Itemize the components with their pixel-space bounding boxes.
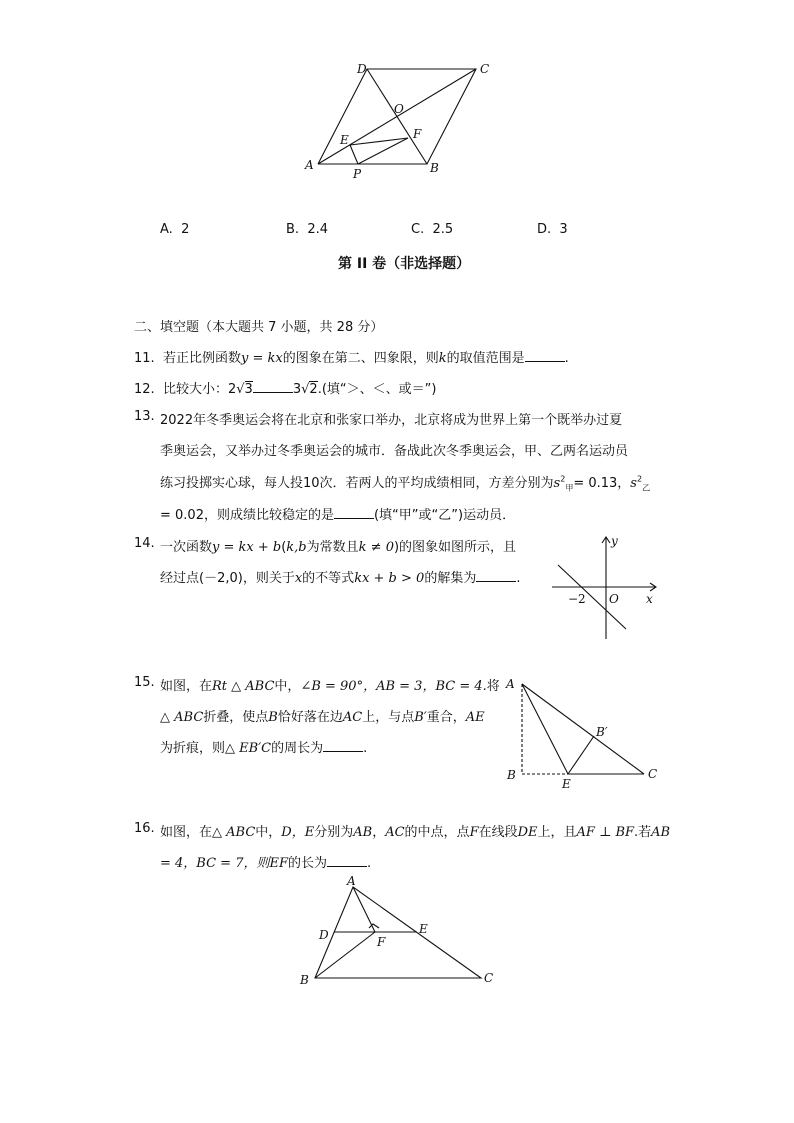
label-B-prime: B′	[596, 725, 608, 739]
answer-blank[interactable]	[476, 569, 516, 582]
label-E: E	[419, 922, 428, 936]
label-A: A	[305, 158, 314, 172]
fold-triangle-figure	[500, 670, 670, 792]
answer-blank[interactable]	[327, 854, 367, 867]
question-16-line2: = 4，BC = 7，则EF的长为 .	[160, 856, 372, 871]
question-13-line4: = 0.02，则成绩比较稳定的是 (填“甲”或“乙”)运动员．	[160, 508, 516, 523]
choice-c[interactable]: C. 2.5	[411, 222, 454, 237]
label-P: P	[353, 167, 362, 181]
axis-x-label: x	[646, 592, 653, 606]
question-15-line2: △ ABC折叠，使点B恰好落在边AC上，与点B′重合，AE	[160, 710, 485, 725]
answer-blank[interactable]	[323, 739, 363, 752]
question-14-line2: 经过点(－2,0)，则关于x的不等式kx + b > 0的解集为 .	[160, 571, 521, 586]
label-B: B	[430, 161, 439, 175]
midpoint-triangle-figure	[295, 875, 505, 990]
label-C: C	[480, 62, 490, 76]
volume-title: 第 II 卷（非选择题）	[338, 256, 471, 272]
axis-y-label: y	[611, 534, 618, 548]
question-16-num: 16.	[134, 821, 155, 836]
answer-blank[interactable]	[525, 349, 565, 362]
choice-a[interactable]: A. 2	[160, 222, 190, 237]
choice-b[interactable]: B. 2.4	[286, 222, 329, 237]
answer-blank[interactable]	[253, 380, 293, 393]
question-15-num: 15.	[134, 675, 155, 690]
label-F: F	[413, 127, 422, 141]
choice-d[interactable]: D. 3	[537, 222, 568, 237]
label-A: A	[506, 677, 515, 691]
question-12: 12. 比较大小：2√3 3√2.(填“＞、＜、或＝”)	[134, 382, 437, 397]
label-E: E	[562, 777, 571, 791]
origin-label: O	[609, 592, 619, 606]
section-title: 二、填空题（本大题共 7 小题，共 28 分）	[134, 320, 384, 335]
question-15-line1: 如图，在Rt △ ABC中，∠B = 90°，AB = 3，BC = 4.将	[160, 679, 500, 694]
label-B: B	[507, 768, 516, 782]
label-O: O	[394, 102, 404, 116]
question-13-line1: 2022年冬季奥运会将在北京和张家口举办，北京将成为世界上第一个既举办过夏	[160, 413, 623, 428]
label-C: C	[648, 767, 658, 781]
x-intercept-label: −2	[568, 592, 586, 606]
label-D: D	[357, 62, 367, 76]
label-C: C	[484, 971, 494, 985]
label-F: F	[377, 935, 386, 949]
sqrt-symbol: √	[301, 382, 310, 397]
question-16-line1: 如图，在△ ABC中，D，E分别为AB，AC的中点，点F在线段DE上，且AF ⊥ BF.若AB	[160, 825, 671, 840]
question-14-line1: 一次函数y = kx + b(k,b为常数且k ≠ 0)的图象如图所示，且	[160, 540, 517, 555]
sqrt-symbol: √	[236, 382, 245, 397]
label-B: B	[300, 973, 309, 987]
label-A: A	[347, 875, 356, 888]
question-11: 11. 若正比例函数y = kx的图象在第二、四象限，则k的取值范围是 .	[134, 351, 569, 366]
question-15-line3: 为折痕，则△ EB′C的周长为 .	[160, 741, 368, 756]
question-13-line2: 季奥运会，又举办过冬季奥运会的城市．备战此次冬季奥运会，甲、乙两名运动员	[160, 444, 629, 459]
answer-blank[interactable]	[334, 506, 374, 519]
parallelogram-figure	[300, 58, 500, 183]
label-D: D	[319, 928, 329, 942]
label-E: E	[340, 133, 349, 147]
linear-function-graph	[548, 533, 663, 643]
question-14-num: 14.	[134, 536, 155, 551]
question-13-num: 13.	[134, 409, 155, 424]
question-13-line3: 练习投掷实心球，每人投10次．若两人的平均成绩相同，方差分别为$s^2_甲= 0.13$，$s^2_乙$	[160, 474, 651, 493]
